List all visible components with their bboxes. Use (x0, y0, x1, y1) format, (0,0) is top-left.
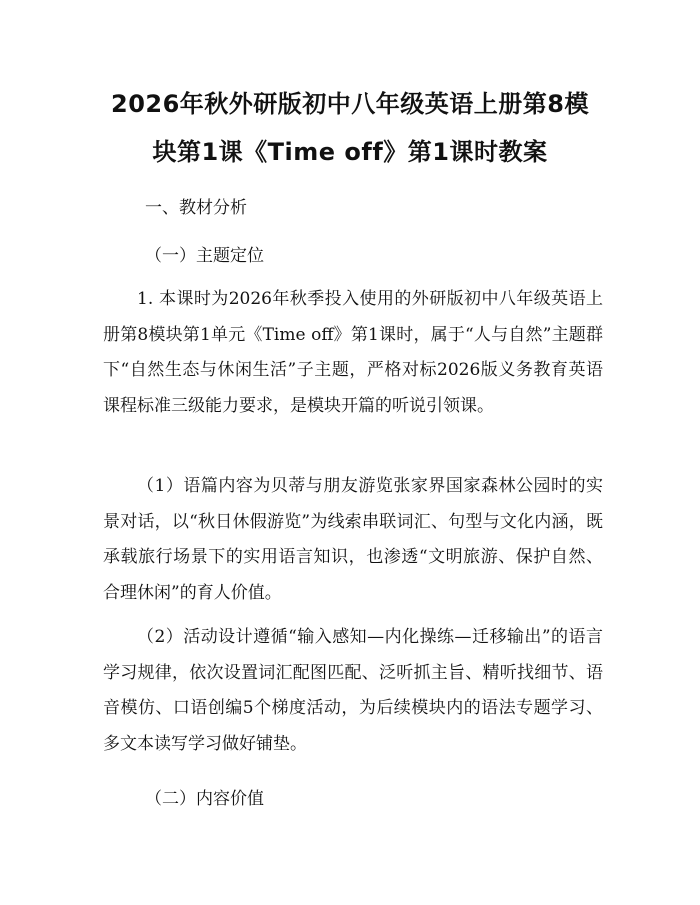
subheading-content-value: （二）内容价值 (145, 789, 264, 809)
document-title-line-2: 块第1课《Time off》第1课时教案 (152, 138, 548, 166)
paragraph-discourse-content: （1）语篇内容为贝蒂与朋友游览张家界国家森林公园时的实景对话，以“秋日休假游览”为线索串联词汇、句型与文化内涵，既承载旅行场景下的实用语言知识，也渗透“文明旅游、保护自然、合理休闲”的育人价值。 (103, 476, 603, 603)
paragraph-activity-design: （2）活动设计遵循“输入感知—内化操练—迁移输出”的语言学习规律，依次设置词汇配图匹配、泛听抓主旨、精听找细节、语音模仿、口语创编5个梯度活动，为后续模块内的语法专题学习、多文本读写学习做好铺垫。 (103, 627, 603, 754)
paragraph-lesson-overview: 1. 本课时为2026年秋季投入使用的外研版初中八年级英语上册第8模块第1单元《Time off》第1课时，属于“人与自然”主题群下“自然生态与休闲生活”子主题，严格对标2026版义务教育英语课程标准三级能力要求，是模块开篇的听说引领课。 (103, 289, 603, 416)
section-heading-textbook-analysis: 一、教材分析 (145, 198, 247, 218)
subheading-theme-positioning: （一）主题定位 (145, 246, 264, 266)
document-title-line-1: 2026年秋外研版初中八年级英语上册第8模 (111, 90, 589, 118)
